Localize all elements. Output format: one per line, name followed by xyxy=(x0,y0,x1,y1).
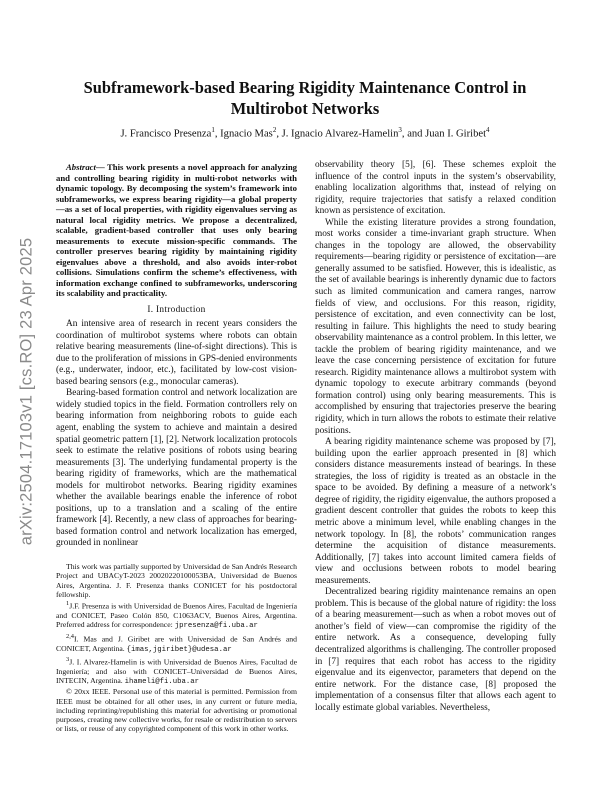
author-name: J. Ignacio Alvarez-Hamelin xyxy=(281,128,399,140)
abstract-label: Abstract xyxy=(66,162,96,172)
body-paragraph: observability theory [5], [6]. These schemes exploit the influence of the control inputs in the system’s observability, enabling localization algorithms that, instead of relying on rigidity, require trajectories that satisfy a relaxed condition known as persistence of excitation. xyxy=(315,160,556,217)
arxiv-identifier: arXiv:2504.17103v1 [cs.RO] 23 Apr 2025 xyxy=(17,237,36,545)
footnote-3: $^3$J. I. Alvarez-Hamelin is with Universidad de Buenos Aires, Facultad de Ingeniería; and also with CONICET–Universidad de Buenos Aires, INTECIN, Argentina. ihameli@fi.uba.ar xyxy=(56,655,297,686)
footnotes xyxy=(56,562,297,734)
abstract xyxy=(56,162,297,299)
author-list xyxy=(60,126,550,140)
footnote-2: $^{2,4}$I. Mas and J. Giribet are with Universidad de San Andrés and CONICET, Argentina. {imas,jgiribet}@udesa.ar xyxy=(56,632,297,654)
author-name: J. Francisco Presenza xyxy=(120,128,212,140)
footnote-1: $^1$J.F. Presenza is with Universidad de Buenos Aires, Facultad de Ingeniería and CONICET, Paseo Colón 850, C1063ACV, Buenos Aires, Argentina. Preferred address for correspondence: jpresenza@fi.uba.ar xyxy=(56,600,297,631)
section-heading-introduction: I. Introduction xyxy=(147,304,206,315)
footnote-text: J. I. Alvarez-Hamelin is with Universidad de Buenos Aires, Facultad de Ingeniería; and also with CONICET–Universidad de Buenos Aires, INTECIN, Argentina. xyxy=(56,657,297,685)
author-affiliation-mark: 3 xyxy=(398,126,402,134)
left-column xyxy=(56,162,297,550)
body-paragraph: Decentralized bearing rigidity maintenance remains an open problem. This is because of the global nature of rigidity: the loss of a bearing measurement—such as when a robot moves out of another’s field of view—can compromise the rigidity of the entire network. As a consequence, developing fully decentralized algorithms is challenging. The controller proposed in [7] requires that each robot has access to the rigidity eigenvalue and its eigenvector, parameters that depend on the entire network. For the distance case, [8] proposed the implementation of a consensus filter that allows each agent to locally estimate global variables. Nevertheless, xyxy=(315,587,556,713)
footnote-text: I. Mas and J. Giribet are with Universidad de San Andrés and CONICET, Argentina. xyxy=(56,634,297,653)
email-address: {imas,jgiribet}@udesa.ar xyxy=(126,645,232,654)
author-separator: , xyxy=(214,128,221,140)
author-affiliation-mark: 4 xyxy=(486,126,490,134)
footnote-text: J.F. Presenza is with Universidad de Buenos Aires, Facultad de Ingeniería and CONICET, Paseo Colón 850, C1063ACV, Buenos Aires, Argentina. Preferred address for correspondence: xyxy=(56,601,297,630)
author-separator: , and xyxy=(401,128,426,140)
email-address: jpresenza@fi.uba.ar xyxy=(174,622,258,631)
author-affiliation-mark: 1 xyxy=(211,126,215,134)
author-name: Juan I. Giribet xyxy=(425,128,487,140)
title-line-1: Subframework-based Bearing Rigidity Maintenance Control in xyxy=(83,78,527,97)
right-column xyxy=(315,160,556,714)
funding-footnote: This work was partially supported by Universidad de San Andrés Research Project and UBACyT-2023 20020220100053BA, Universidad de Buenos Aires, Argentina. J. F. Presenza thanks CONICET for his postdoctoral fellowship. xyxy=(56,562,297,599)
paper-title xyxy=(60,77,550,119)
intro-paragraph: An intensive area of research in recent years considers the coordination of multirobot systems where robots can obtain relative bearing measurements (line-of-sight directions). This is due to the proliferation of missions in GPS-denied environments (e.g., underwater, indoor, etc.), facilitated by low-cost vision-based bearing sensors (e.g., monocular cameras). xyxy=(56,319,297,387)
copyright-notice: © 20xx IEEE. Personal use of this material is permitted. Permission from IEEE must be obtained for all other uses, in any current or future media, including reprinting/republishing this material for advertising or promotional purposes, creating new collective works, for resale or redistribution to servers or lists, or reuse of any copyrighted component of this work in other works. xyxy=(56,687,297,734)
title-line-2: Multirobot Networks xyxy=(230,99,380,118)
body-paragraph: While the existing literature provides a strong foundation, most works consider a time-invariant graph structure. When changes in the topology are allowed, the observability requirements—bearing rigidity or persistence of excitation—are generally assumed to be satisfied. However, this is idealistic, as the set of available bearings is inherently dynamic due to factors such as limited communication and camera ranges, narrow fields of view, and occlusions. For this reason, rigidity, persistence of excitation, and even connectivity can be lost, resulting in failure. This highlights the need to study bearing observability maintenance as a control problem. In this letter, we tackle the problem of bearing rigidity maintenance, and we leave the case concerning persistence of excitation for future research. Rigidity maintenance allows a multirobot system with dynamic topology to execute arbitrary commands (beyond formation control) using only bearing measurements. This is accomplished by ensuring that trajectories preserve the bearing rigidity, which in turn allows the robots to estimate their relative positions. xyxy=(315,217,557,436)
email-address: ihameli@fi.uba.ar xyxy=(124,677,200,686)
author-separator: , xyxy=(276,128,282,140)
body-paragraph: A bearing rigidity maintenance scheme was proposed by [7], building upon the earlier approach presented in [8] which considers distance measurements instead of bearings. In these strategies, the loss of rigidity is treated as an obstacle in the space to be avoided. By defining a measure of a network’s degree of rigidity, the rigidity eigenvalue, the authors proposed a gradient descent controller that guides the robots to keep this metric above a minimum level, while enabling changes in the network topology. In [8], the robots’ communication ranges determine the acquisition of distance measurements. Additionally, [7] takes into account limited camera fields of view and occlusions between robots to model bearing measurements. xyxy=(315,437,556,586)
author-name: Ignacio Mas xyxy=(220,128,273,140)
author-affiliation-mark: 2 xyxy=(272,126,277,134)
intro-paragraph: Bearing-based formation control and network localization are widely studied topics in the field. Formation controllers rely on bearing information from neighboring robots to guide each agent, enabling the system to achieve and maintain a desired spatial geometric pattern [1], [2]. Network localization protocols seek to estimate the relative positions of robots using bearing measurements [3]. The underlying fundamental property is the bearing rigidity of frameworks, which are the mathematical models for multirobot networks. Bearing rigidity examines whether the available bearings enable the inference of robot positions, up to a translation and a scaling of the entire framework [4]. Recently, a new class of approaches for bearing-based formation control and network localization has emerged, grounded in nonlinear xyxy=(56,388,297,549)
abstract-text: — This work presents a novel approach for analyzing and controlling bearing rigidity in multi-robot networks with dynamic topology. By decomposing the system’s framework into subframeworks, we express bearing rigidity—a global property—as a set of local properties, with rigidity eigenvalues serving as natural local rigidity metrics. We propose a decentralized, scalable, gradient-based controller that uses only bearing measurements to execute mission-specific commands. The controller preserves bearing rigidity by maintaining rigidity eigenvalues above a threshold, and also avoids inter-robot collisions. Simulations confirm the scheme’s effectiveness, with information exchange confined to subframeworks, underscoring its scalability and practicality. xyxy=(56,162,297,298)
arxiv-sidebar-stamp xyxy=(14,216,40,566)
